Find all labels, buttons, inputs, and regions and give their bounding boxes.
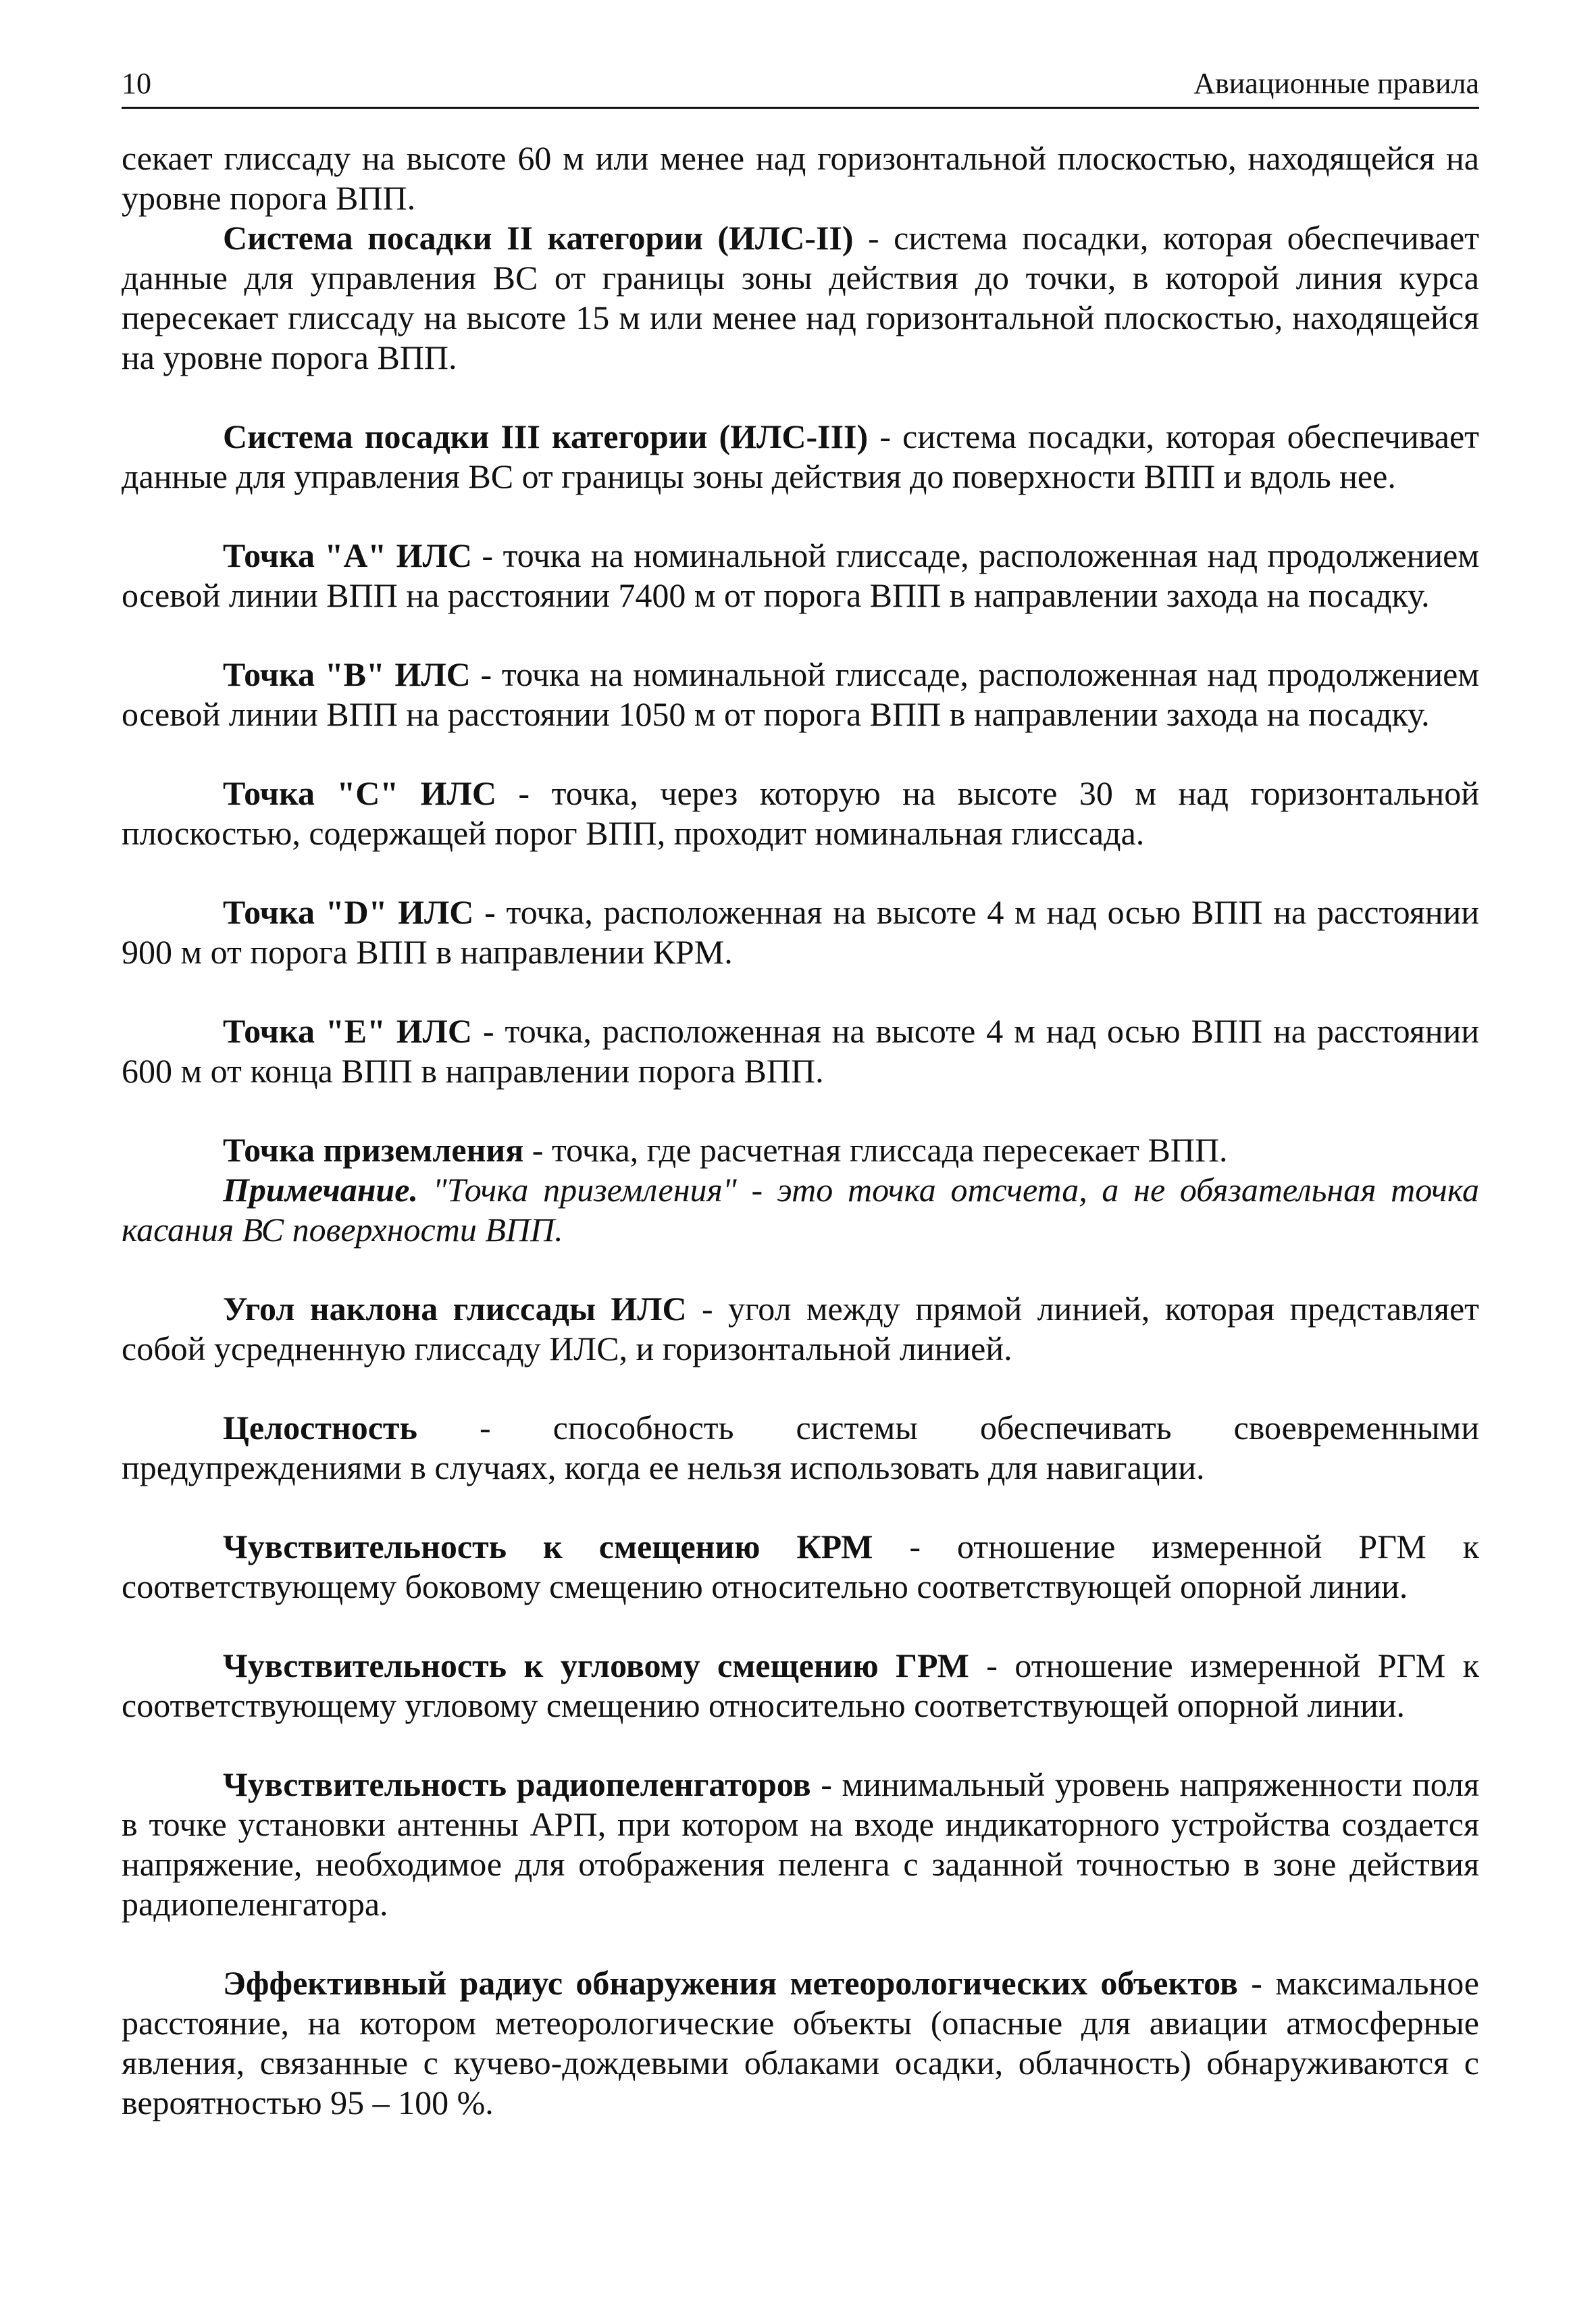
definition-text: - система посадки, которая обеспечивает данные для управления ВС от границы зоны действия до точки, в которой линия курса пересекает глиссаду на высоте 15 м или менее над горизонтальной плоскостью, находящейся на уровне порога ВПП. bbox=[122, 219, 1479, 377]
definition-text: - угол между прямой линией, которая представляет собой усредненную глиссаду ИЛС, и горизонтальной линией. bbox=[122, 1290, 1479, 1368]
definition-ils-cat-2 bbox=[122, 218, 1479, 378]
definition-text: - точка на номинальной глиссаде, расположенная над продолжением осевой линии ВПП на расстоянии 7400 м от порога ВПП в направлении захода на посадку. bbox=[122, 536, 1479, 615]
definition-point-d bbox=[122, 892, 1479, 972]
definition-term: Чувствительность к угловому смещению ГРМ bbox=[223, 1646, 969, 1685]
definition-text: - система посадки, которая обеспечивает данные для управления ВС от границы зоны действия до поверхности ВПП и вдоль нее. bbox=[122, 418, 1479, 496]
definition-point-c bbox=[122, 774, 1479, 853]
definition-term: Чувствительность к смещению КРМ bbox=[223, 1528, 873, 1566]
definition-text: - точка, где расчетная глиссада пересекает ВПП. bbox=[523, 1131, 1228, 1169]
definition-text: - отношение измеренной РГМ к соответствующему угловому смещению относительно соответствующей опорной линии. bbox=[122, 1646, 1479, 1725]
note-label: Примечание. bbox=[223, 1171, 418, 1209]
definition-term: Система посадки II категории (ИЛС-II) bbox=[223, 219, 854, 257]
definition-localizer-sensitivity bbox=[122, 1527, 1479, 1607]
note-paragraph bbox=[122, 1170, 1479, 1250]
definition-glide-path-angle bbox=[122, 1289, 1479, 1369]
definition-term: Точка "С" ИЛС bbox=[223, 774, 496, 813]
paragraph-continued bbox=[122, 139, 1479, 218]
definition-point-a bbox=[122, 536, 1479, 615]
definition-term: Точка "Е" ИЛС bbox=[223, 1012, 473, 1051]
definition-text: - точка на номинальной глиссаде, расположенная над продолжением осевой линии ВПП на расстоянии 1050 м от порога ВПП в направлении захода на посадку. bbox=[122, 655, 1479, 734]
definition-text: - точка, расположенная на высоте 4 м над осью ВПП на расстоянии 600 м от конца ВПП в направлении порога ВПП. bbox=[122, 1012, 1480, 1090]
definition-integrity bbox=[122, 1408, 1479, 1488]
definition-term: Система посадки III категории (ИЛС-III) bbox=[223, 418, 869, 456]
paragraph-text: секает глиссаду на высоте 60 м или менее над горизонтальной плоскостью, находящейся на уровне порога ВПП. bbox=[122, 139, 1479, 218]
definition-text: - точка, через которую на высоте 30 м над горизонтальной плоскостью, содержащей порог ВПП, проходит номинальная глиссада. bbox=[122, 774, 1479, 853]
definition-term: Угол наклона глиссады ИЛС bbox=[223, 1290, 687, 1328]
definition-text: - способность системы обеспечивать своевременными предупреждениями в случаях, когда ее нельзя использовать для навигации. bbox=[122, 1409, 1479, 1487]
definition-term: Точка "А" ИЛС bbox=[223, 536, 472, 575]
definition-effective-detection-radius bbox=[122, 1963, 1479, 2123]
definition-text: - максимальное расстояние, на котором метеорологические объекты (опасные для авиации атмосферные явления, связанные с кучево-дождевыми облаками осадки, облачность) обнаруживаются с вероятностью 95 – 100 %. bbox=[122, 1964, 1479, 2122]
definition-direction-finder-sensitivity bbox=[122, 1765, 1479, 1924]
definition-point-e bbox=[122, 1011, 1479, 1091]
definition-point-b bbox=[122, 655, 1479, 734]
running-header bbox=[122, 68, 1479, 109]
definition-term: Точка приземления bbox=[223, 1131, 524, 1169]
definition-term: Целостность bbox=[223, 1409, 417, 1447]
definition-text: - отношение измеренной РГМ к соответствующему боковому смещению относительно соответствующей опорной линии. bbox=[122, 1528, 1480, 1606]
definition-touchdown-point bbox=[122, 1130, 1479, 1170]
definition-glidepath-sensitivity bbox=[122, 1646, 1479, 1726]
definition-text: - минимальный уровень напряженности поля в точке установки антенны АРП, при котором на входе индикаторного устройства создается напряжение, необходимое для отображения пеленга с заданной точностью в зоне действия радиопеленгатора. bbox=[122, 1765, 1479, 1923]
page-number: 10 bbox=[122, 67, 151, 100]
document-body bbox=[122, 139, 1479, 2123]
definition-term: Точка "В" ИЛС bbox=[223, 655, 471, 694]
definition-term: Чувствительность радиопеленгаторов bbox=[223, 1765, 811, 1804]
document-page bbox=[122, 68, 1479, 2123]
definition-ils-cat-3 bbox=[122, 417, 1479, 497]
definition-text: - точка, расположенная на высоте 4 м над осью ВПП на расстоянии 900 м от порога ВПП в направлении КРМ. bbox=[122, 893, 1479, 972]
note-text: "Точка приземления" - это точка отсчета, а не обязательная точка касания ВС поверхности ВПП. bbox=[122, 1171, 1479, 1249]
definition-term: Эффективный радиус обнаружения метеорологических объектов bbox=[223, 1964, 1238, 2003]
running-title: Авиационные правила bbox=[1193, 67, 1479, 100]
definition-term: Точка "D" ИЛС bbox=[223, 893, 474, 932]
